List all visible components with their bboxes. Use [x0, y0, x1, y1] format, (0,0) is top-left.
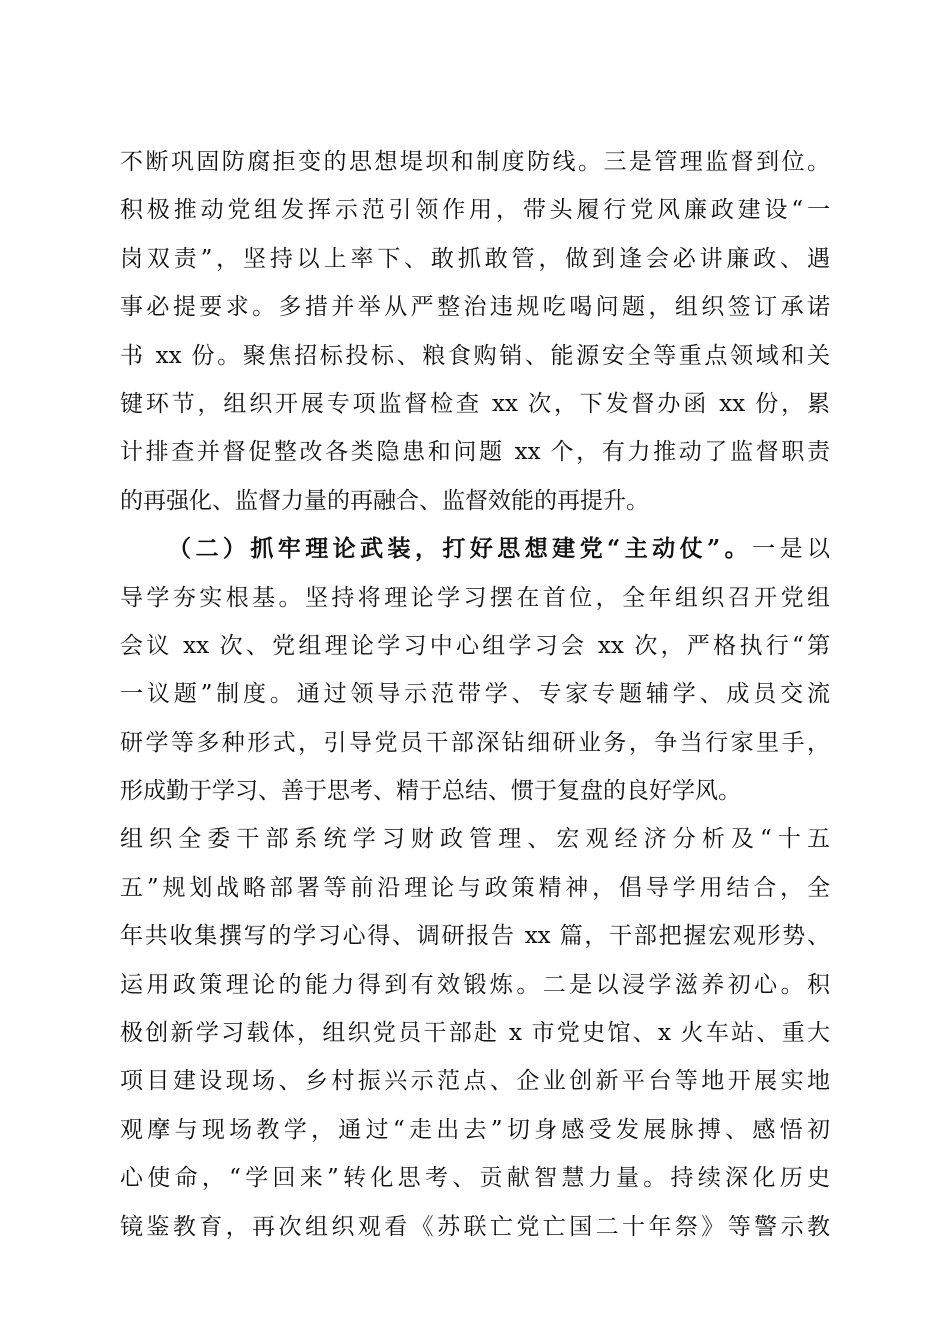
text-line: 心使命，“学回来”转化思考、贡献智慧力量。持续深化历史: [120, 1165, 830, 1192]
section-heading: （二）抓牢理论武装，打好思想建党“主动仗”。: [168, 535, 753, 563]
heading-line-rest: 一是以: [752, 536, 831, 563]
text-line: 书 xx 份。聚焦招标投标、粮食购销、能源安全等重点领域和关: [120, 342, 830, 369]
text-line: 观摩与现场教学，通过“走出去”切身感受发展脉搏、感悟初: [120, 1116, 830, 1143]
text-line: 五”规划战略部署等前沿理论与政策精神，倡导学用结合，全: [120, 874, 830, 901]
text-line: 镜鉴教育，再次组织观看《苏联亡党亡国二十年祭》等警示教: [120, 1213, 830, 1240]
text-line: 不断巩固防腐拒变的思想堤坝和制度防线。三是管理监督到位。: [120, 149, 830, 175]
text-line: 组织全委干部系统学习财政管理、宏观经济分析及“十五: [120, 826, 830, 853]
text-line: 形成勤于学习、善于思考、精于总结、惯于复盘的良好学风。: [120, 778, 741, 805]
text-line: 年共收集撰写的学习心得、调研报告 xx 篇，干部把握宏观形势、: [120, 923, 830, 950]
paragraph-supervision: [120, 138, 830, 525]
text-line: 项目建设现场、乡村振兴示范点、企业创新平台等地开展实地: [120, 1068, 830, 1095]
text-line: 会议 xx 次、党组理论学习中心组学习会 xx 次，严格执行“第: [120, 632, 830, 659]
text-line: 导学夯实根基。坚持将理论学习摆在首位，全年组织召开党组: [120, 584, 830, 611]
text-line: 事必提要求。多措并举从严整治违规吃喝问题，组织签订承诺: [120, 294, 830, 321]
document-body: [120, 138, 830, 1251]
text-line: 极创新学习载体，组织党员干部赴 x 市党史馆、x 火车站、重大: [120, 1020, 830, 1047]
text-line: 键环节，组织开展专项监督检查 xx 次，下发督办函 xx 份，累: [120, 390, 830, 417]
text-line: 计排查并督促整改各类隐患和问题 xx 个，有力推动了监督职责: [120, 439, 830, 466]
text-line: 岗双责”，坚持以上率下、敢抓敢管，做到逢会必讲廉政、遇: [120, 245, 830, 272]
text-line: 积极推动党组发挥示范引领作用，带头履行党风廉政建设“一: [120, 197, 830, 224]
text-line: 的再强化、监督力量的再融合、监督效能的再提升。: [120, 487, 649, 514]
paragraph-theory-study: [120, 525, 830, 1251]
text-line: 研学等多种形式，引导党员干部深钻细研业务，争当行家里手，: [120, 729, 830, 756]
section-heading-line: [120, 525, 830, 573]
text-line: 运用政策理论的能力得到有效锻炼。二是以浸学滋养初心。积: [120, 971, 830, 998]
text-line: 一议题”制度。通过领导示范带学、专家专题辅学、成员交流: [120, 681, 830, 708]
